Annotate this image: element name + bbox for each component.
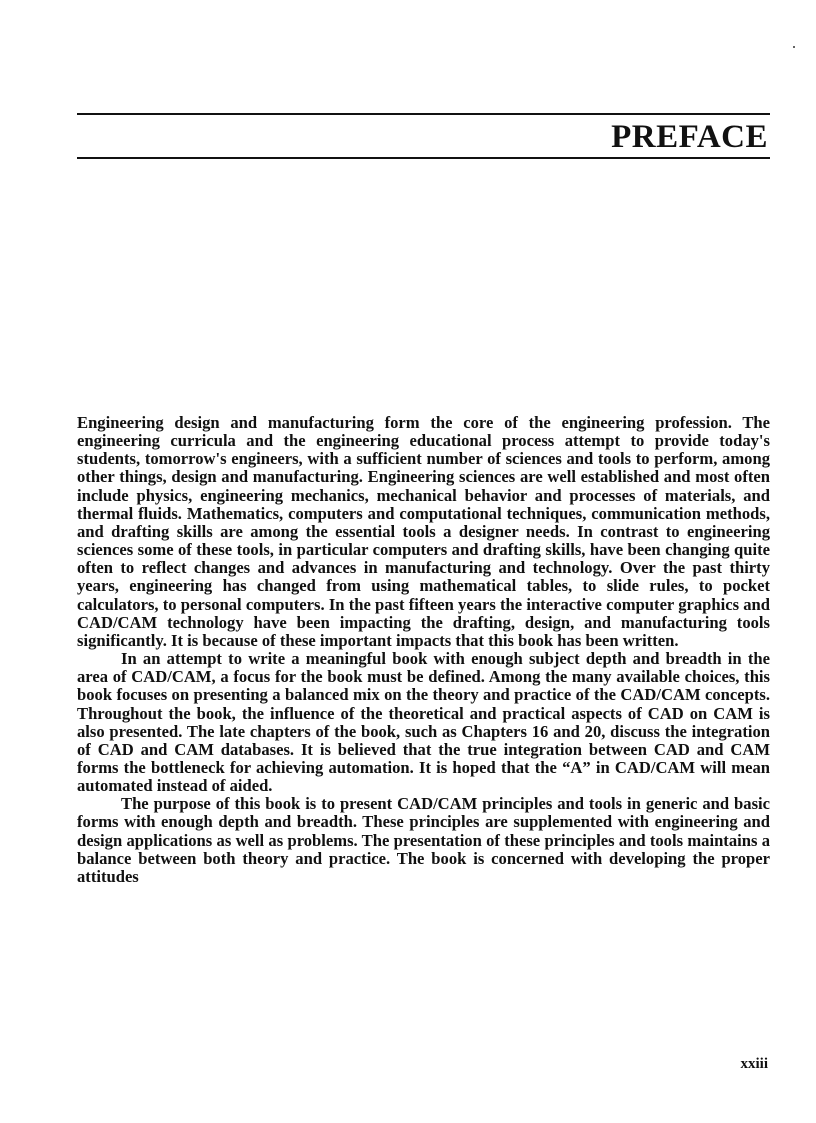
title-rule-top	[77, 113, 770, 115]
page-number: xxiii	[740, 1056, 768, 1072]
preface-body	[77, 414, 770, 886]
page-title: PREFACE	[611, 119, 768, 155]
scan-speck	[793, 46, 795, 48]
paragraph-1: Engineering design and manufacturing form the core of the engineering profession. The engineering curricula and the engineering educational process attempt to provide today's students, tomorrow's engineers, with a sufficient number of sciences and tools to perform, among other things, design and manufacturing. Engineering sciences are well established and most often include physics, engineering mechanics, mechanical behavior and processes of materials, and thermal fluids. Mathematics, computers and computational techniques, communication methods, and drafting skills are among the essential tools a designer needs. In contrast to engineering sciences some of these tools, in particular computers and drafting skills, have been changing quite often to reflect changes and advances in manufacturing and technology. Over the past thirty years, engineering has changed from using mathematical tables, to slide rules, to pocket calculators, to personal computers. In the past fifteen years the interactive computer graphics and CAD/CAM technology have been impacting the drafting, design, and manufacturing tools significantly. It is because of these important impacts that this book has been written.	[77, 413, 770, 650]
paragraph-2: In an attempt to write a meaningful book with enough subject depth and breadth in the area of CAD/CAM, a focus for the book must be defined. Among the many available choices, this book focuses on presenting a balanced mix on the theory and practice of the CAD/CAM concepts. Throughout the book, the influence of the theoretical and practical aspects of CAD on CAM is also presented. The late chapters of the book, such as Chapters 16 and 20, discuss the integration of CAD and CAM databases. It is believed that the true integration between CAD and CAM forms the bottleneck for achieving automation. It is hoped that the “A” in CAD/CAM will mean automated instead of aided.	[77, 649, 770, 796]
paragraph-3: The purpose of this book is to present CAD/CAM principles and tools in generic and basic forms with enough depth and breadth. These principles are supplemented with engineering and design applications as well as problems. The presentation of these principles and tools maintains a balance between both theory and practice. The book is concerned with developing the proper attitudes	[77, 794, 770, 886]
title-rule-bottom	[77, 157, 770, 159]
